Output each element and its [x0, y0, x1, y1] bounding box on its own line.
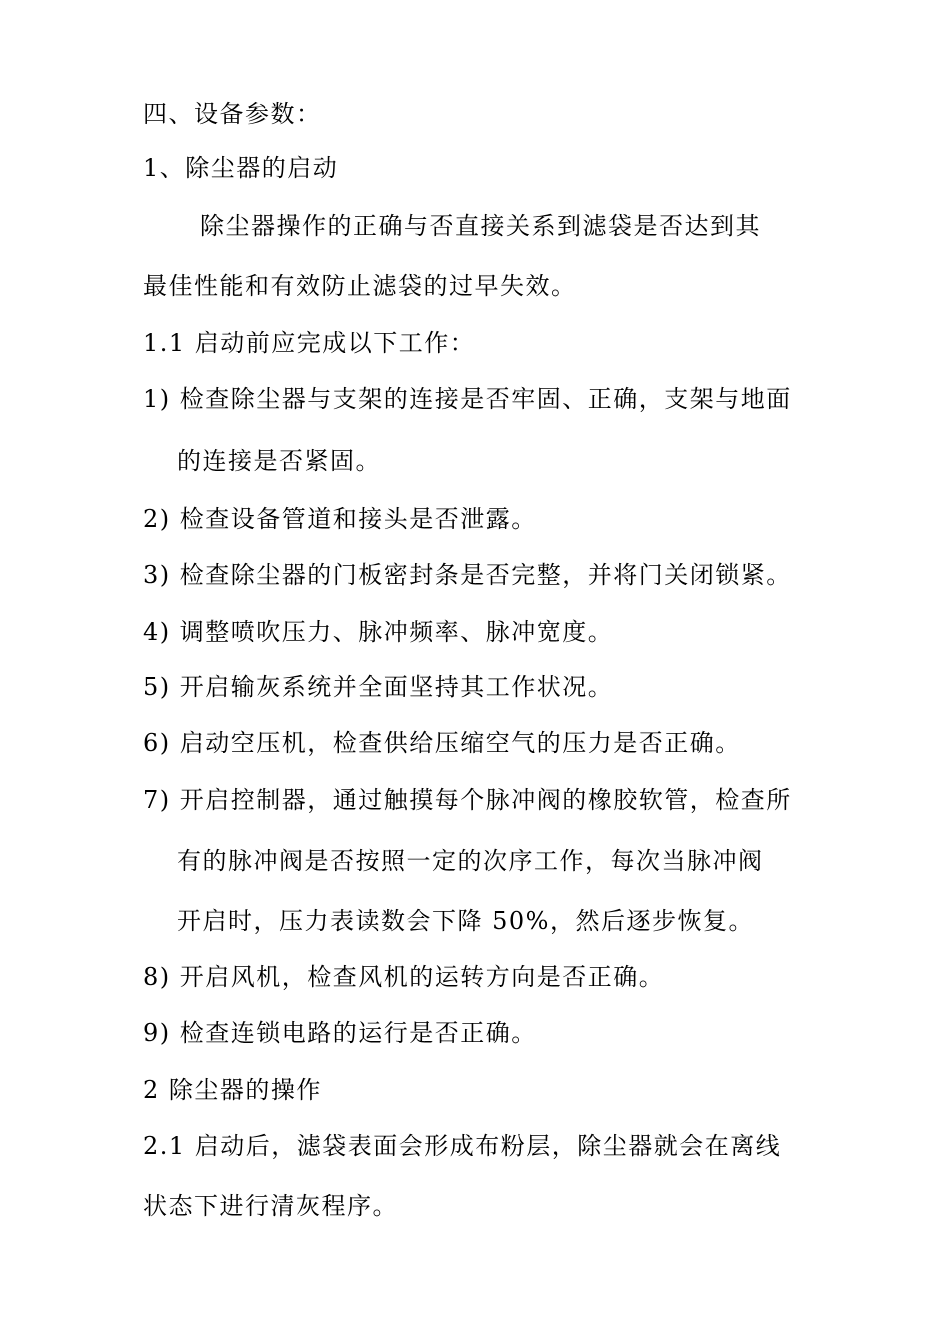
subsection-heading: 1、除尘器的启动 — [143, 154, 339, 182]
list-item: 9) 检查连锁电路的运行是否正确。 — [143, 1019, 537, 1047]
paragraph-line: 状态下进行清灰程序。 — [143, 1192, 398, 1220]
list-item: 3) 检查除尘器的门板密封条是否完整，并将门关闭锁紧。 — [143, 561, 792, 589]
list-item-continuation: 的连接是否紧固。 — [177, 447, 381, 475]
paragraph-line: 最佳性能和有效防止滤袋的过早失效。 — [143, 272, 577, 300]
list-item: 4) 调整喷吹压力、脉冲频率、脉冲宽度。 — [143, 618, 614, 646]
list-item-continuation: 有的脉冲阀是否按照一定的次序工作，每次当脉冲阀 — [177, 847, 764, 875]
section-heading: 四、设备参数： — [143, 100, 322, 128]
list-item: 7) 开启控制器，通过触摸每个脉冲阀的橡胶软管，检查所 — [143, 786, 792, 814]
subsection-heading: 1.1 启动前应完成以下工作： — [143, 329, 476, 357]
list-item: 2) 检查设备管道和接头是否泄露。 — [143, 505, 537, 533]
subsection-heading: 2 除尘器的操作 — [143, 1076, 322, 1104]
list-item-continuation: 开启时，压力表读数会下降 50%，然后逐步恢复。 — [177, 907, 754, 935]
list-item: 5) 开启输灰系统并全面坚持其工作状况。 — [143, 673, 614, 701]
paragraph-line: 2.1 启动后，滤袋表面会形成布粉层，除尘器就会在离线 — [143, 1132, 782, 1160]
paragraph-line: 除尘器操作的正确与否直接关系到滤袋是否达到其 — [200, 212, 761, 240]
list-item: 6) 启动空压机，检查供给压缩空气的压力是否正确。 — [143, 729, 741, 757]
list-item: 8) 开启风机，检查风机的运转方向是否正确。 — [143, 963, 665, 991]
list-item: 1) 检查除尘器与支架的连接是否牢固、正确，支架与地面 — [143, 385, 792, 413]
